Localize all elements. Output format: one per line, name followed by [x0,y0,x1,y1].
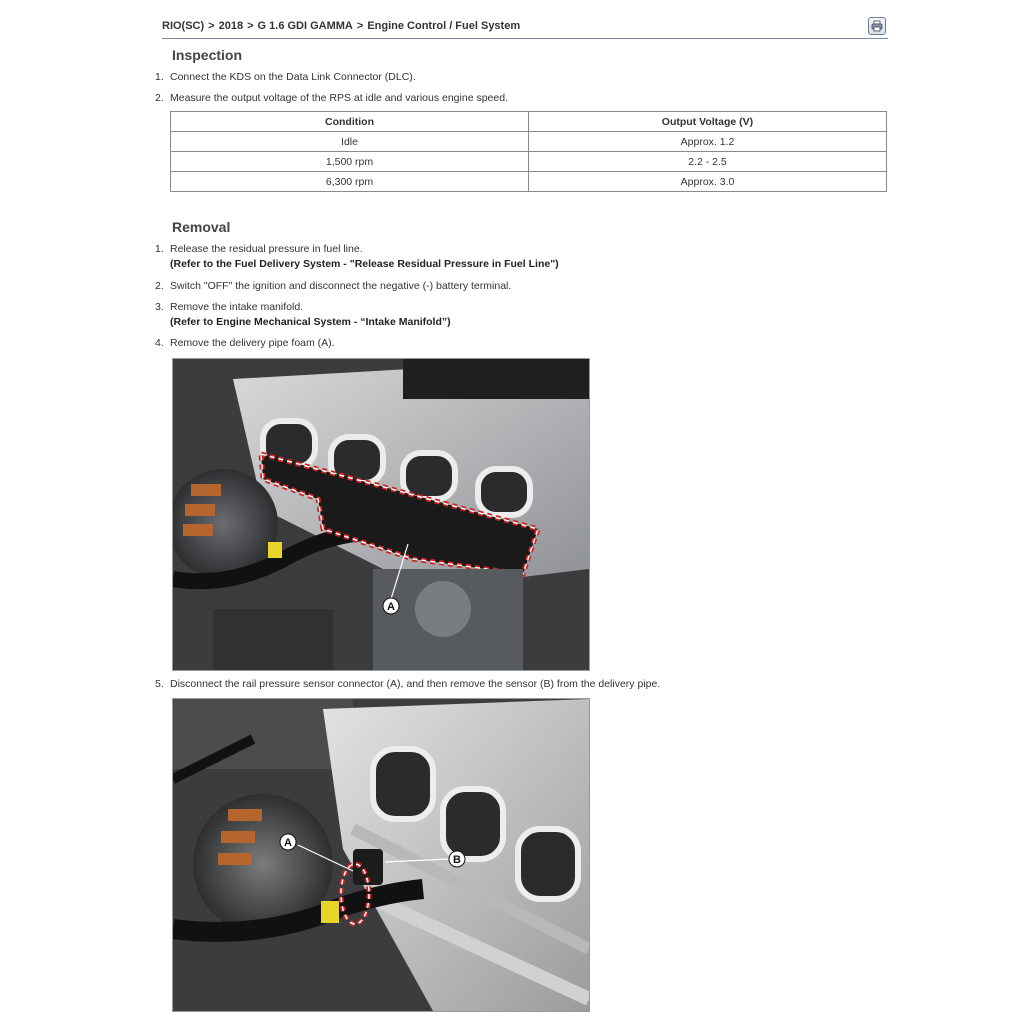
delivery-pipe-foam-photo [172,358,590,671]
removal-step [155,279,511,294]
step-number: 1. [155,71,164,83]
engine-photo-illustration [173,699,589,1011]
breadcrumb-separator: > [356,20,364,32]
table-cell: Approx. 1.2 [529,132,887,152]
table-row [171,132,887,152]
step-number: 4. [155,337,164,349]
step-reference-link[interactable]: (Refer to Engine Mechanical System - “Intake Manifold”) [170,316,451,328]
table-row [171,172,887,192]
callout-label-a: A [284,837,292,849]
step-text: Release the residual pressure in fuel line. [170,243,363,255]
breadcrumb-separator: > [208,20,215,32]
table-cell: 2.2 - 2.5 [529,152,887,172]
step-text: Switch "OFF" the ignition and disconnect the negative (-) battery terminal. [170,280,512,292]
breadcrumb-section[interactable]: Engine Control / Fuel System [367,20,521,32]
table-header-row [171,112,887,132]
inspection-step [155,91,508,106]
breadcrumb-year[interactable]: 2018 [218,20,244,32]
inspection-step [155,70,416,85]
step-reference-link[interactable]: (Refer to the Fuel Delivery System - "Release Residual Pressure in Fuel Line") [170,258,559,270]
table-cell: 1,500 rpm [171,152,529,172]
table-row [171,152,887,172]
step-number: 3. [155,301,164,313]
breadcrumb [162,20,888,39]
column-header-voltage: Output Voltage (V) [529,112,887,132]
removal-step [155,242,559,272]
voltage-table [170,111,887,192]
step-text: Remove the intake manifold. [170,301,304,313]
removal-heading: Removal [172,219,231,235]
breadcrumb-model[interactable]: RIO(SC) [162,20,205,32]
step-text: Disconnect the rail pressure sensor connector (A), and then remove the sensor (B) from the delivery pipe. [170,678,661,690]
print-icon [871,20,883,32]
callout-label-b: B [453,854,461,866]
step-text: Connect the KDS on the Data Link Connector (DLC). [170,71,416,83]
step-number: 5. [155,678,164,690]
print-button[interactable] [868,17,886,35]
step-text: Remove the delivery pipe foam (A). [170,337,335,349]
callout-label-a: A [387,601,395,613]
removal-step [155,300,451,330]
breadcrumb-engine[interactable]: G 1.6 GDI GAMMA [257,20,353,32]
step-number: 2. [155,92,164,104]
step-text: Measure the output voltage of the RPS at idle and various engine speed. [170,92,508,104]
inspection-heading: Inspection [172,47,243,63]
column-header-condition: Condition [171,112,529,132]
rail-pressure-sensor-photo [172,698,590,1012]
removal-step [155,336,335,351]
table-cell: Approx. 3.0 [529,172,887,192]
table-cell: 6,300 rpm [171,172,529,192]
step-number: 2. [155,280,164,292]
removal-step [155,677,660,692]
table-cell: Idle [171,132,529,152]
engine-photo-illustration [173,359,589,670]
step-number: 1. [155,243,164,255]
breadcrumb-separator: > [247,20,254,32]
